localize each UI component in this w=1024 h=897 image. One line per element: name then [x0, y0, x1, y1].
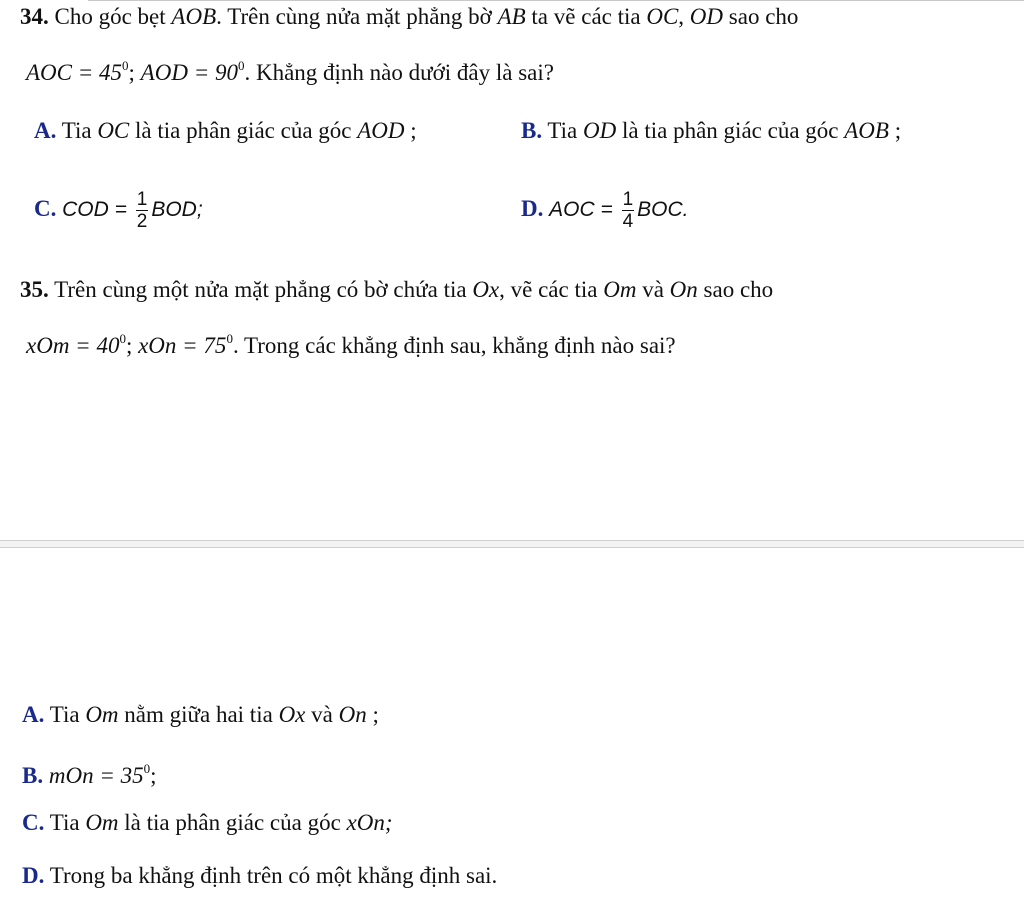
q35-text: Trên cùng một nửa mặt phẳng có bờ chứa tia [54, 277, 473, 302]
option-text: Tia [56, 118, 98, 143]
q35-stem-line2 [26, 324, 676, 361]
option-text: ; [150, 763, 157, 788]
q34-math-aob: AOB [171, 4, 217, 29]
q34-option-a [34, 116, 417, 146]
math: mOn = 35 [48, 763, 144, 788]
fraction [136, 189, 149, 232]
option-text: Tia [542, 118, 584, 143]
math: Om [85, 702, 119, 727]
q35-text: và [636, 277, 670, 302]
q34-number: 34. [20, 4, 49, 29]
math: OC [97, 118, 130, 143]
fraction-denominator: 2 [136, 211, 148, 233]
q35-option-d [22, 861, 497, 891]
q34-text: ; [128, 60, 141, 85]
q34-stem-line2 [26, 51, 554, 88]
q34-stem-line1 [20, 2, 798, 32]
q35-text: ; [125, 333, 139, 358]
q35-text: . Trong các khẳng định sau, khẳng định nào sai? [232, 333, 676, 358]
q35-number: 35. [20, 277, 49, 302]
degree-sup: 0 [122, 58, 129, 73]
math: COD = [62, 198, 133, 221]
option-label: A. [22, 702, 45, 727]
option-label: A. [34, 118, 57, 143]
q35-option-b [22, 754, 156, 791]
option-label: C. [22, 810, 45, 835]
q35-option-c [22, 808, 393, 838]
q34-option-c [34, 186, 203, 233]
math: On [338, 702, 367, 727]
option-label: B. [22, 763, 44, 788]
q35-text: sao cho [697, 277, 774, 302]
q34-math-ab: AB [497, 4, 526, 29]
math: Om [603, 277, 637, 302]
q34-text: , [678, 4, 690, 29]
option-text: là tia phân giác của góc [129, 118, 358, 143]
degree-sup: 0 [226, 331, 233, 346]
math: Om [85, 810, 119, 835]
q34-math-od: OD [689, 4, 724, 29]
option-text: ; [366, 702, 379, 727]
option-text: Tia [44, 810, 86, 835]
math: On [669, 277, 698, 302]
fraction-denominator: 4 [622, 211, 634, 233]
fraction [622, 189, 635, 232]
math: xOn = 75 [138, 333, 227, 358]
option-text: Tia [44, 702, 86, 727]
math: AOB [844, 118, 889, 143]
degree-sup: 0 [143, 761, 151, 776]
q34-option-d [521, 186, 689, 233]
degree-sup: 0 [237, 58, 245, 73]
math: xOn; [346, 810, 393, 835]
q34-text: ta vẽ các tia [525, 4, 647, 29]
math: OD [583, 118, 617, 143]
q34-math-oc: OC [646, 4, 679, 29]
option-text: ; [888, 118, 902, 143]
option-label: D. [521, 196, 544, 221]
q34-text: . Khẳng định nào dưới đây là sai? [244, 60, 554, 85]
math: BOD; [151, 198, 203, 221]
option-text: nằm giữa hai tia [118, 702, 279, 727]
q34-option-b [521, 116, 901, 146]
q35-stem-line1 [20, 275, 773, 305]
option-label: B. [521, 118, 543, 143]
top-rule [88, 0, 1024, 1]
option-text: là tia phân giác của góc [616, 118, 845, 143]
q35-text: , vẽ các tia [499, 277, 604, 302]
math: AOD [357, 118, 405, 143]
q34-text: Cho góc bẹt [54, 4, 172, 29]
q34-text: sao cho [723, 4, 799, 29]
option-text: ; [404, 118, 417, 143]
option-label: D. [22, 863, 45, 888]
fraction-numerator: 1 [622, 189, 634, 211]
q34-math-aoc: AOC = 45 [26, 60, 123, 85]
q34-math-aod: AOD = 90 [140, 60, 238, 85]
fraction-numerator: 1 [136, 189, 148, 211]
math: AOC = [549, 198, 619, 221]
option-text: và [305, 702, 339, 727]
q35-option-a [22, 700, 379, 730]
degree-sup: 0 [119, 331, 126, 346]
option-text: Trong ba khẳng định trên có một khẳng định sai. [44, 863, 498, 888]
math: BOC. [637, 198, 689, 221]
math: Ox [472, 277, 500, 302]
section-divider [0, 540, 1024, 548]
q34-text: . Trên cùng nửa mặt phẳng bờ [216, 4, 498, 29]
option-text: là tia phân giác của góc [118, 810, 347, 835]
math: Ox [278, 702, 306, 727]
option-label: C. [34, 196, 57, 221]
math: xOm = 40 [26, 333, 120, 358]
